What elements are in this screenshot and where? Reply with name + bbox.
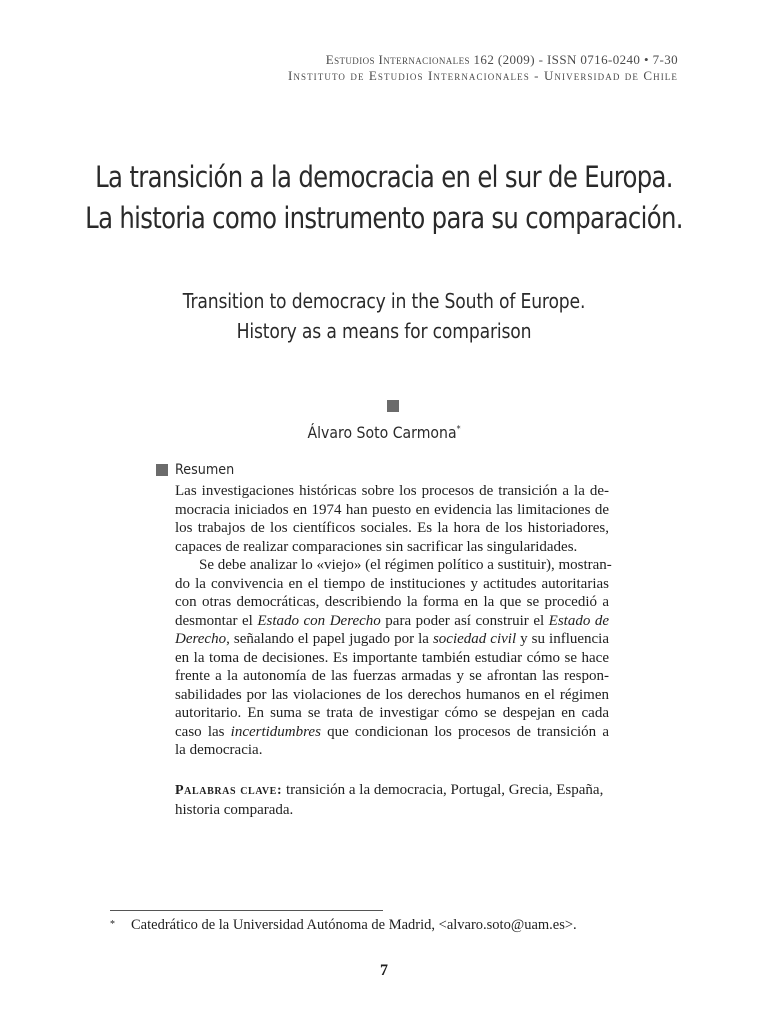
- abstract-line: [175, 575, 609, 594]
- keywords-line-2: historia comparada.: [175, 801, 294, 818]
- abstract-text: autoritario. En suma se trata de investigar cómo se despejan en cada: [175, 705, 609, 721]
- abstract-italic-term: Estado de: [548, 612, 609, 629]
- abstract-text: y su influencia: [516, 631, 610, 647]
- abstract-italic-term: Estado con Derecho: [257, 612, 381, 629]
- abstract-italic-term: sociedad civil: [432, 631, 517, 647]
- abstract-line: [175, 686, 609, 705]
- abstract-line: [175, 667, 609, 686]
- abstract-line: [175, 482, 609, 501]
- keywords-label: Palabras clave:: [175, 783, 283, 798]
- abstract-line: [175, 704, 609, 723]
- abstract-line: [175, 538, 609, 557]
- abstract-text: que condicionan los procesos de transición a: [320, 723, 609, 740]
- abstract-line: [175, 649, 609, 668]
- footnote-text: Catedrático de la Universidad Autónoma de Madrid, <alvaro.soto@uam.es>.: [131, 917, 577, 933]
- footnote-marker: *: [110, 919, 115, 930]
- abstract-text: desmontar el: [175, 612, 258, 629]
- abstract-line: [175, 723, 609, 742]
- abstract-italic-term: Derecho: [175, 631, 227, 647]
- abstract-text: en la toma de decisiones. Es importante también estudiar cómo se hace: [175, 649, 609, 666]
- author: [46, 423, 722, 442]
- abstract-italic-term: incertidumbres: [230, 723, 321, 740]
- abstract-text: caso las: [175, 723, 231, 740]
- ornament-square: [387, 400, 399, 412]
- abstract-text: capaces de realizar comparaciones sin sacrificar las singularidades.: [175, 538, 578, 555]
- abstract-body: [175, 482, 612, 760]
- abstract-line: [175, 593, 609, 612]
- abstract-text: Las investigaciones históricas sobre los procesos de transición a la de-: [175, 483, 609, 499]
- abstract-text: frente a la autonomía de las fuerzas armadas y se afrontan las respon-: [175, 668, 609, 684]
- bullet-square: [156, 464, 168, 476]
- institution-line: Instituto de Estudios Internacionales - Universidad de Chile: [287, 68, 678, 83]
- journal-citation: Estudios Internacionales 162 (2009) - ISSN 0716-0240 • 7-30: [325, 52, 678, 67]
- title-es-line-2: La historia como instrumento para su comparación.: [85, 201, 683, 235]
- keywords-line-1: transición a la democracia, Portugal, Grecia, España,: [285, 782, 604, 798]
- abstract-text: sabilidades por las violaciones de los derechos humanos en el régimen: [175, 686, 609, 703]
- author-footnote-marker: *: [456, 424, 461, 435]
- abstract-line: [175, 519, 609, 538]
- abstract-line: [175, 501, 609, 520]
- keywords: [175, 781, 609, 819]
- author-name: Álvaro Soto Carmona: [307, 423, 457, 442]
- abstract-line: [175, 741, 609, 760]
- abstract-heading: [156, 462, 242, 478]
- title-es-line-1: La transición a la democracia en el sur de Europa.: [95, 160, 673, 194]
- abstract-text: la democracia.: [175, 742, 263, 758]
- abstract-line: [175, 630, 609, 649]
- abstract-text: do la convivencia en el tiempo de instituciones y actitudes autoritarias: [175, 575, 609, 592]
- abstract-heading-label: Resumen: [175, 462, 235, 478]
- abstract-text: para poder así construir el: [380, 612, 549, 629]
- title-en-line-2: History as a means for comparison: [236, 319, 532, 343]
- page-number: 7: [380, 962, 388, 979]
- running-head: [288, 52, 678, 84]
- abstract-text: con otras democráticas, describiendo la forma en la que se procedió a: [175, 594, 609, 610]
- title-en-line-1: Transition to democracy in the South of Europe.: [182, 289, 586, 313]
- abstract-text: mocracia iniciados en 1974 han puesto en evidencia las limitaciones de: [175, 501, 609, 518]
- abstract-text: los trabajos de los científicos sociales. Es la hora de los historiadores,: [175, 520, 609, 536]
- abstract-text: Se debe analizar lo «viejo» (el régimen político a sustituir), mostran-: [199, 557, 612, 573]
- footnote-rule: [110, 910, 383, 911]
- abstract-text: , señalando el papel jugado por la: [226, 631, 433, 647]
- abstract-line: [175, 612, 609, 631]
- abstract-line: [175, 556, 612, 575]
